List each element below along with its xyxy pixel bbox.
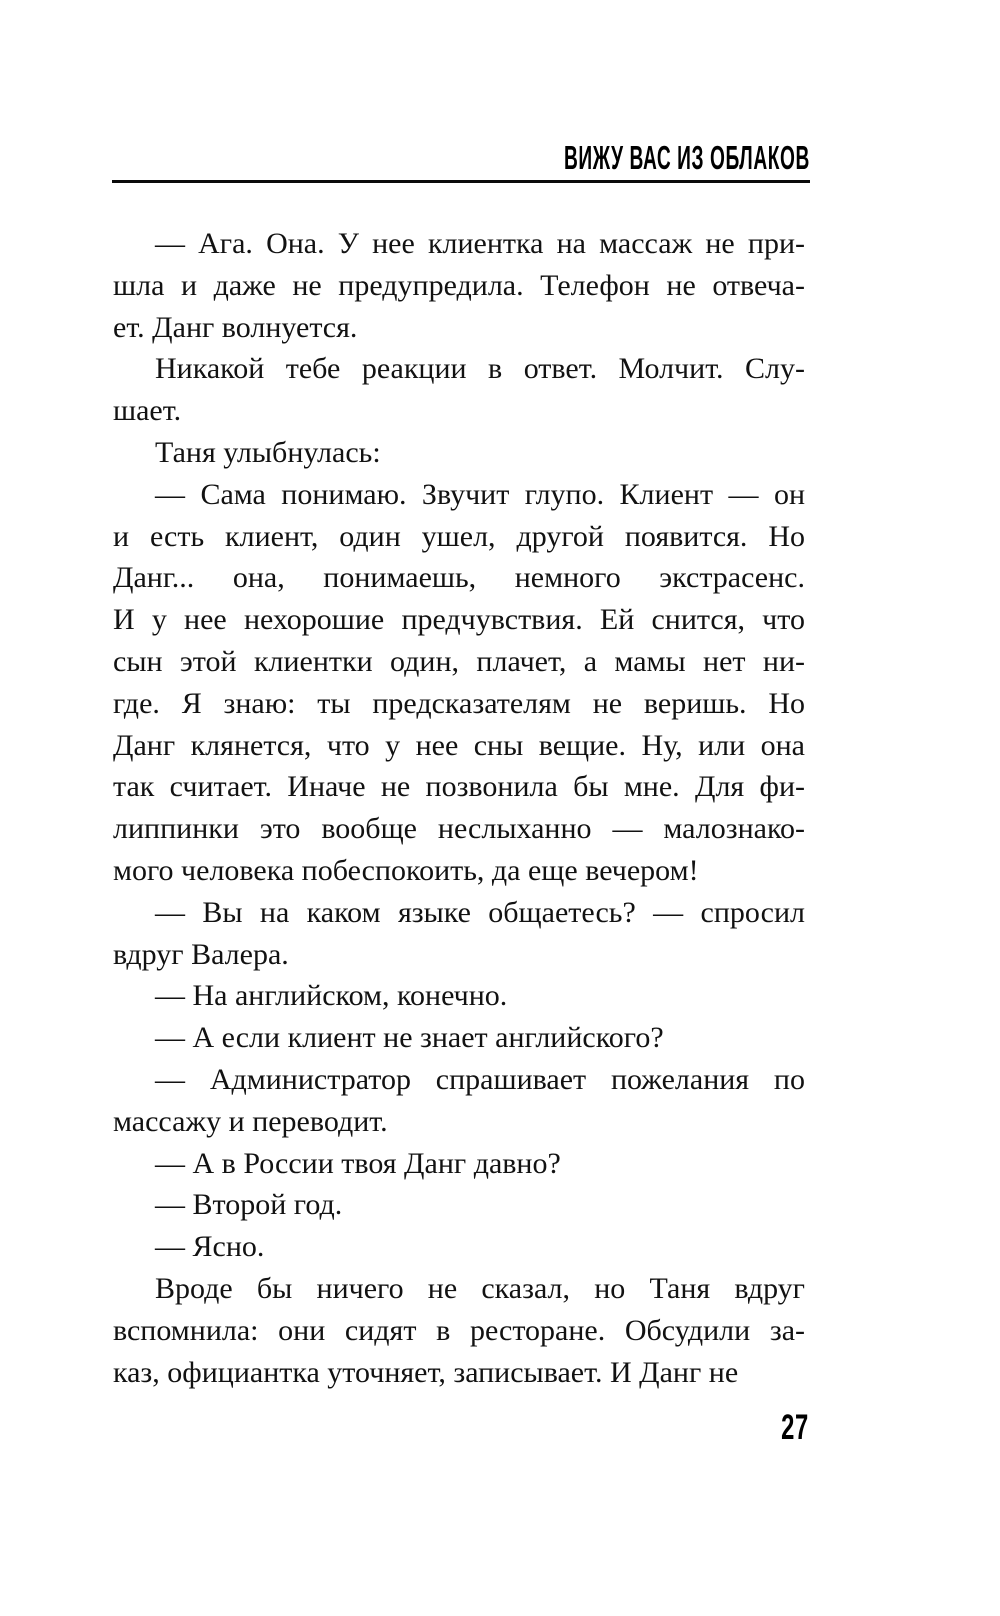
body-line: сын этой клиентки один, плачет, а мамы нет ни-: [113, 644, 805, 678]
body-line: — На английском, конечно.: [155, 979, 508, 1013]
body-line: мого человека побеспокоить, да еще вечером!: [113, 853, 699, 887]
body-line: — Ясно.: [155, 1230, 265, 1264]
body-line: липпинки это вообще неслыханно — малознако-: [113, 812, 805, 846]
body-line: вдруг Валера.: [113, 937, 289, 971]
body-line: вспомнила: они сидят в ресторане. Обсудили за-: [113, 1313, 805, 1347]
body-line: где. Я знаю: ты предсказателям не веришь. Но: [113, 686, 805, 720]
body-line: Данг... она, понимаешь, немного экстрасенс.: [113, 561, 805, 595]
body-line: Вроде бы ничего не сказал, но Таня вдруг: [155, 1271, 805, 1305]
body-line: шает.: [113, 394, 182, 428]
body-line: и есть клиент, один ушел, другой появится. Но: [113, 519, 805, 553]
body-line: Данг клянется, что у нее сны вещие. Ну, или она: [113, 728, 805, 762]
body-line: Таня улыбнулась:: [155, 435, 381, 469]
body-line: каз, официантка уточняет, записывает. И Данг не: [113, 1355, 739, 1389]
body-line: — А если клиент не знает английского?: [155, 1021, 664, 1055]
body-line: так считает. Иначе не позвонила бы мне. Для фи-: [113, 770, 805, 804]
body-line: И у нее нехорошие предчувствия. Ей снится, что: [113, 603, 805, 637]
body-line: массажу и переводит.: [113, 1104, 388, 1138]
body-line: — А в России твоя Данг давно?: [155, 1146, 561, 1180]
header-rule: [112, 180, 810, 183]
body-line: — Ага. Она. У нее клиентка на массаж не при-: [155, 227, 805, 260]
body-line: ет. Данг волнуется.: [113, 310, 358, 344]
body-line: Никакой тебе реакции в ответ. Молчит. Слу-: [155, 352, 805, 386]
body-line: — Второй год.: [155, 1188, 343, 1222]
page-number: 27: [781, 1408, 809, 1447]
body-line: — Администратор спрашивает пожелания по: [155, 1062, 805, 1096]
body-line: — Сама понимаю. Звучит глупо. Клиент — он: [155, 477, 805, 511]
body-text: [113, 223, 805, 1393]
running-header-title: ВИЖУ ВАС ИЗ ОБЛАКОВ: [564, 139, 810, 176]
body-line: — Вы на каком языке общаетесь? — спросил: [155, 895, 805, 929]
body-line: шла и даже не предупредила. Телефон не отвеча-: [113, 268, 805, 302]
